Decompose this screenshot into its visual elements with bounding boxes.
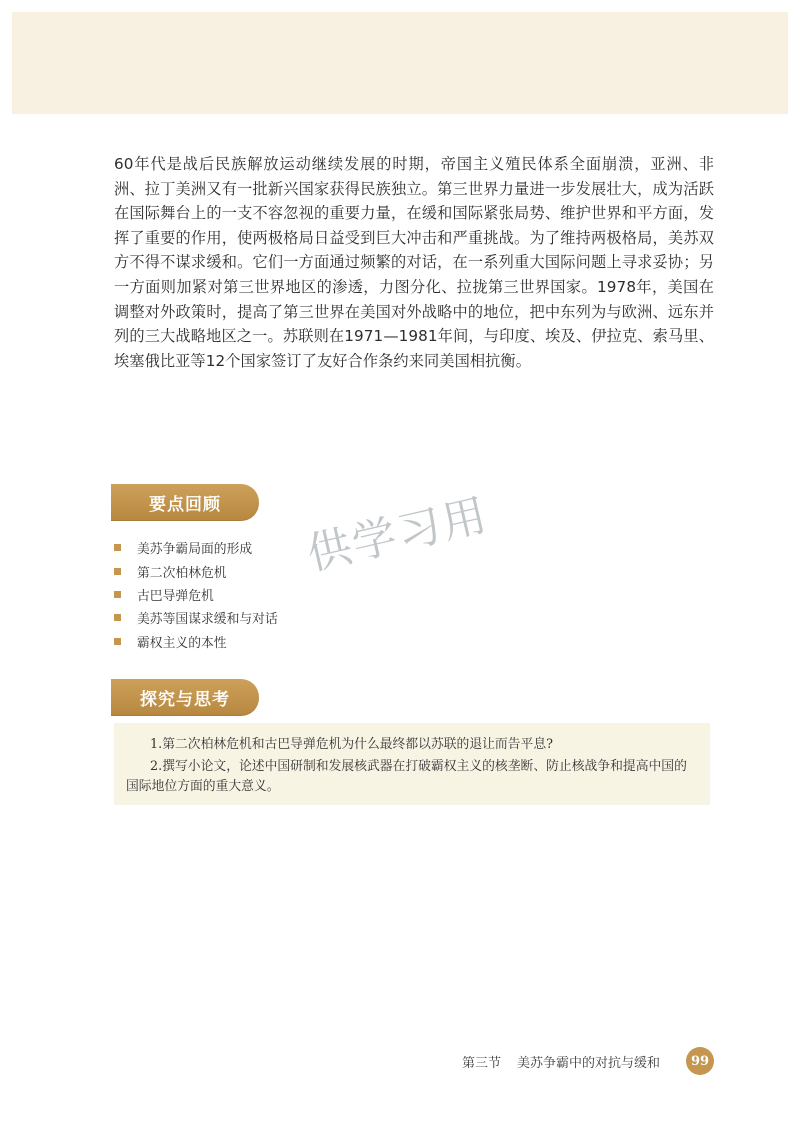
- review-list-item: [114, 559, 278, 582]
- top-decorative-band: [12, 12, 788, 114]
- page-number-badge: 99: [686, 1047, 714, 1075]
- review-list-item: [114, 583, 278, 606]
- review-item-text: 霸权主义的本性: [137, 635, 227, 651]
- page-footer: [462, 1047, 714, 1075]
- square-bullet-icon: [114, 591, 121, 598]
- review-item-text: 美苏等国谋求缓和与对话: [137, 612, 278, 628]
- review-section-header: 要点回顾: [111, 484, 259, 521]
- square-bullet-icon: [114, 638, 121, 645]
- review-list: [114, 536, 278, 653]
- review-list-item: [114, 630, 278, 653]
- square-bullet-icon: [114, 568, 121, 575]
- inquiry-question-box: [114, 723, 710, 805]
- review-list-item: [114, 536, 278, 559]
- inquiry-question: 1.第二次柏林危机和古巴导弹危机为什么最终都以苏联的退让而告平息?: [150, 737, 553, 752]
- footer-section-label: 第三节: [461, 1055, 501, 1071]
- footer-chapter-title: 美苏争霸中的对抗与缓和: [516, 1055, 660, 1071]
- square-bullet-icon: [114, 614, 121, 621]
- review-list-item: [114, 606, 278, 629]
- inquiry-question: 2.撰写小论文，论述中国研制和发展核武器在打破霸权主义的核垄断、防止核战争和提高中国的国际地位方面的重大意义。: [126, 759, 687, 794]
- body-paragraph: 60年代是战后民族解放运动继续发展的时期，帝国主义殖民体系全面崩溃，亚洲、非洲、拉丁美洲又有一批新兴国家获得民族独立。第三世界力量进一步发展壮大，成为活跃在国际舞台上的一支不容忽视的重要力量，在缓和国际紧张局势、维护世界和平方面，发挥了重要的作用，使两极格局日益受到巨大冲击和严重挑战。为了维持两极格局，美苏双方不得不谋求缓和。它们一方面通过频繁的对话，在一系列重大国际问题上寻求妥协；另一方面则加紧对第三世界地区的渗透，力图分化、拉拢第三世界国家。1978年，美国在调整对外政策时，提高了第三世界在美国对外战略中的地位，把中东列为与欧洲、远东并列的三大战略地区之一。苏联则在1971—1981年间，与印度、埃及、伊拉克、索马里、埃塞俄比亚等12个国家签订了友好合作条约来同美国相抗衡。: [114, 155, 714, 370]
- review-item-text: 古巴导弹危机: [137, 588, 214, 604]
- inquiry-section-header: 探究与思考: [111, 679, 259, 716]
- review-item-text: 第二次柏林危机: [137, 565, 227, 581]
- square-bullet-icon: [114, 544, 121, 551]
- review-item-text: 美苏争霸局面的形成: [137, 542, 253, 558]
- watermark: 供学习用: [302, 489, 494, 581]
